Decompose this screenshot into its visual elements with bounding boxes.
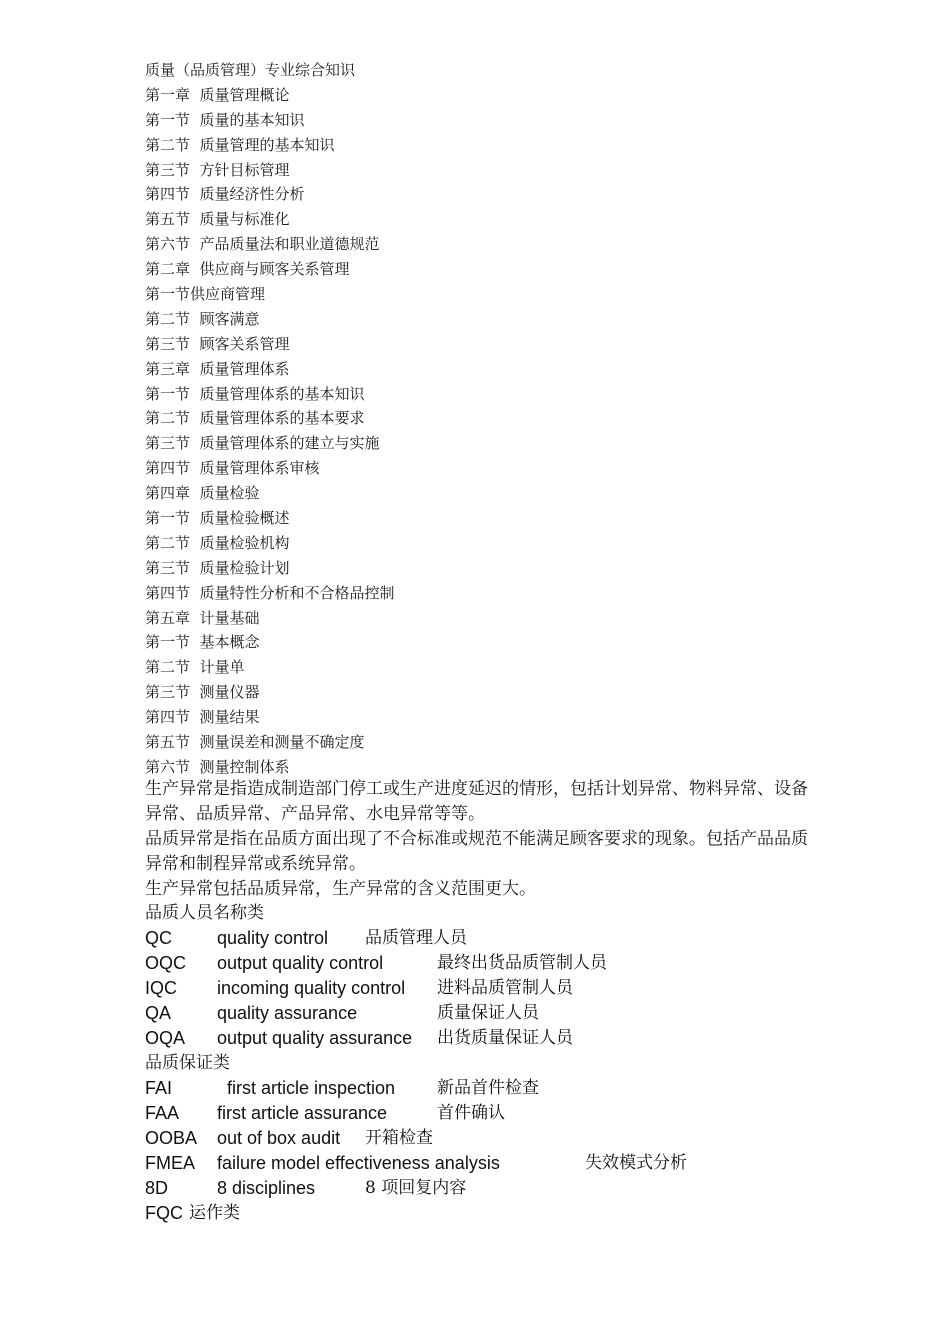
term-abbr: FQC: [145, 1203, 183, 1223]
term-english: failure model effectiveness analysis: [217, 1153, 500, 1173]
toc-chapter: 第五章 计量基础: [145, 608, 260, 627]
toc-section: 第一节供应商管理: [145, 285, 266, 304]
term-abbr: IQC: [145, 978, 178, 998]
toc-section: 第三节 方针目标管理: [145, 160, 290, 179]
term-chinese: 首件确认: [437, 1103, 505, 1123]
term-chinese: 8 项回复内容: [365, 1178, 467, 1198]
fqc-heading-row: [145, 1201, 845, 1226]
toc-section: 第四节 质量特性分析和不合格品控制: [145, 583, 395, 602]
term-english: quality assurance: [217, 1003, 358, 1023]
toc-chapter: 第四章 质量检验: [145, 484, 260, 503]
term-chinese: 失效模式分析: [585, 1153, 687, 1173]
term-english: first article assurance: [217, 1103, 388, 1123]
term-abbr: FAA: [145, 1103, 180, 1123]
toc-section: 第五节 测量误差和测量不确定度: [145, 733, 365, 752]
toc-section: 第一节 质量的基本知识: [145, 110, 305, 129]
toc-section: 第六节 测量控制体系: [145, 757, 290, 776]
quality-personnel-section: [145, 901, 845, 1051]
section-heading: 品质保证类: [145, 1053, 230, 1073]
term-row: [145, 1026, 845, 1051]
section-heading: 运作类: [189, 1203, 240, 1223]
toc-section: 第二节 质量管理的基本知识: [145, 135, 335, 154]
paragraph-production-exception: 生产异常是指造成制造部门停工或生产进度延迟的情形，包括计划异常、物料异常、设备异常、品质异常、产品异常、水电异常等等。: [145, 779, 808, 824]
term-abbr: FMEA: [145, 1153, 196, 1173]
term-english: output quality control: [217, 953, 384, 973]
paragraph-scope: 生产异常包括品质异常，生产异常的含义范围更大。: [145, 879, 536, 899]
term-chinese: 新品首件检查: [437, 1078, 539, 1098]
toc-section: 第一节 质量检验概述: [145, 509, 290, 528]
toc-title: 质量（品质管理）专业综合知识: [145, 61, 356, 79]
toc-section: 第三节 质量检验计划: [145, 558, 290, 577]
term-row: [145, 1076, 845, 1101]
term-row: [145, 1151, 845, 1176]
toc-section: 第四节 质量经济性分析: [145, 185, 305, 204]
term-chinese: 出货质量保证人员: [437, 1028, 573, 1048]
toc-section: 第四节 测量结果: [145, 708, 260, 727]
term-row: [145, 1101, 845, 1126]
toc-chapter: 第三章 质量管理体系: [145, 359, 290, 378]
toc-section: 第三节 测量仪器: [145, 683, 260, 702]
toc-section: 第二节 质量管理体系的基本要求: [145, 409, 365, 428]
toc-section: 第四节 质量管理体系审核: [145, 459, 320, 478]
term-chinese: 品质管理人员: [365, 928, 467, 948]
term-abbr: OQA: [145, 1028, 186, 1048]
term-row: [145, 976, 845, 1001]
term-english: quality control: [217, 928, 329, 948]
table-of-contents: [145, 58, 395, 780]
paragraph-quality-exception: 品质异常是指在品质方面出现了不合标准或规范不能满足顾客要求的现象。包括产品品质异常和制程异常或系统异常。: [145, 829, 808, 874]
toc-section: 第六节 产品质量法和职业道德规范: [145, 235, 380, 254]
term-english: out of box audit: [217, 1128, 341, 1148]
section-heading: 品质人员名称类: [145, 903, 264, 923]
term-row: [145, 1176, 845, 1201]
term-chinese: 质量保证人员: [437, 1003, 539, 1023]
toc-section: 第一节 基本概念: [145, 633, 260, 652]
toc-chapter: 第二章 供应商与顾客关系管理: [145, 260, 350, 279]
toc-section: 第二节 质量检验机构: [145, 533, 290, 552]
term-abbr: OQC: [145, 953, 187, 973]
term-row: [145, 1001, 845, 1026]
term-english: incoming quality control: [217, 978, 406, 998]
term-chinese: 开箱检查: [365, 1128, 433, 1148]
toc-section: 第二节 顾客满意: [145, 309, 260, 328]
term-abbr: FAI: [145, 1078, 173, 1098]
term-chinese: 进料品质管制人员: [437, 978, 573, 998]
quality-assurance-section: [145, 1051, 845, 1226]
term-chinese: 最终出货品质管制人员: [437, 953, 607, 973]
toc-section: 第五节 质量与标准化: [145, 210, 290, 229]
term-english: output quality assurance: [217, 1028, 413, 1048]
term-english: first article inspection: [227, 1078, 396, 1098]
term-row: [145, 926, 845, 951]
term-row: [145, 951, 845, 976]
term-english: 8 disciplines: [217, 1178, 316, 1198]
toc-section: 第二节 计量单: [145, 658, 245, 677]
term-abbr: QA: [145, 1003, 172, 1023]
term-abbr: OOBA: [145, 1128, 198, 1148]
toc-section: 第三节 质量管理体系的建立与实施: [145, 434, 380, 453]
toc-section: 第三节 顾客关系管理: [145, 334, 290, 353]
term-abbr: 8D: [145, 1178, 169, 1198]
toc-chapter: 第一章 质量管理概论: [145, 85, 290, 104]
term-abbr: QC: [145, 928, 172, 948]
toc-section: 第一节 质量管理体系的基本知识: [145, 384, 365, 403]
term-row: [145, 1126, 845, 1151]
body-paragraphs: [145, 777, 815, 902]
